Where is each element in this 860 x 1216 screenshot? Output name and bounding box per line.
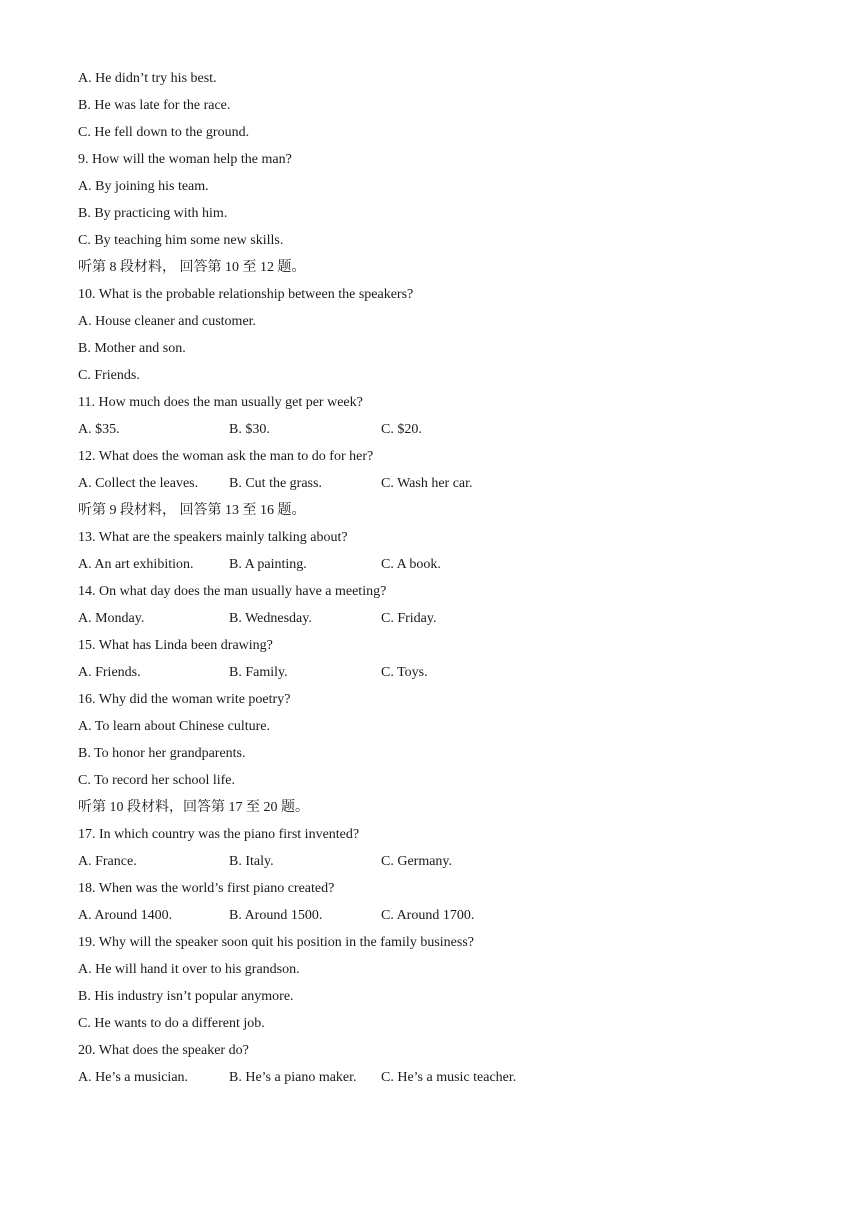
- section-10-instruction: 听第 10 段材料，回答第 17 至 20 题。: [78, 800, 309, 815]
- q19-option-c: C. He wants to do a different job.: [78, 1016, 265, 1031]
- q12-option-c: C. Wash her car.: [381, 476, 473, 491]
- q13-option-c: C. A book.: [381, 557, 441, 572]
- q17-question: 17. In which country was the piano first invented?: [78, 827, 360, 842]
- q9-option-c: C. By teaching him some new skills.: [78, 233, 284, 248]
- q18-question: 18. When was the world’s first piano created?: [78, 881, 335, 896]
- q18-option-a: A. Around 1400.: [78, 908, 173, 923]
- section-9-instruction: 听第 9 段材料， 回答第 13 至 16 题。: [78, 503, 306, 518]
- q8-option-a: A. He didn’t try his best.: [78, 71, 217, 86]
- q15-option-a: A. Friends.: [78, 665, 141, 680]
- q14-option-b: B. Wednesday.: [229, 611, 312, 626]
- q20-option-b: B. He’s a piano maker.: [229, 1070, 357, 1085]
- q10-option-b: B. Mother and son.: [78, 341, 186, 356]
- q12-option-a: A. Collect the leaves.: [78, 476, 199, 491]
- q18-option-b: B. Around 1500.: [229, 908, 323, 923]
- q16-option-c: C. To record her school life.: [78, 773, 235, 788]
- q15-option-b: B. Family.: [229, 665, 288, 680]
- q17-option-c: C. Germany.: [381, 854, 453, 869]
- q8-option-b: B. He was late for the race.: [78, 98, 231, 113]
- q19-question: 19. Why will the speaker soon quit his position in the family business?: [78, 935, 474, 950]
- q20-option-a: A. He’s a musician.: [78, 1070, 189, 1085]
- q16-question: 16. Why did the woman write poetry?: [78, 692, 291, 707]
- q10-option-c: C. Friends.: [78, 368, 140, 383]
- q11-option-a: A. $35.: [78, 422, 120, 437]
- q12-option-b: B. Cut the grass.: [229, 476, 322, 491]
- q17-option-a: A. France.: [78, 854, 137, 869]
- q18-option-c: C. Around 1700.: [381, 908, 475, 923]
- q8-option-c: C. He fell down to the ground.: [78, 125, 250, 140]
- q20-option-c: C. He’s a music teacher.: [381, 1070, 517, 1085]
- q10-option-a: A. House cleaner and customer.: [78, 314, 257, 329]
- q13-question: 13. What are the speakers mainly talking about?: [78, 530, 348, 545]
- q13-option-a: A. An art exhibition.: [78, 557, 194, 572]
- q10-question: 10. What is the probable relationship between the speakers?: [78, 287, 414, 302]
- q19-option-a: A. He will hand it over to his grandson.: [78, 962, 300, 977]
- q17-option-b: B. Italy.: [229, 854, 274, 869]
- q15-option-c: C. Toys.: [381, 665, 428, 680]
- q14-question: 14. On what day does the man usually have a meeting?: [78, 584, 387, 599]
- q9-question: 9. How will the woman help the man?: [78, 152, 292, 167]
- q9-option-a: A. By joining his team.: [78, 179, 209, 194]
- q14-option-a: A. Monday.: [78, 611, 145, 626]
- q11-option-c: C. $20.: [381, 422, 422, 437]
- q9-option-b: B. By practicing with him.: [78, 206, 228, 221]
- q15-question: 15. What has Linda been drawing?: [78, 638, 273, 653]
- q12-question: 12. What does the woman ask the man to do for her?: [78, 449, 374, 464]
- q11-option-b: B. $30.: [229, 422, 270, 437]
- q19-option-b: B. His industry isn’t popular anymore.: [78, 989, 294, 1004]
- q16-option-b: B. To honor her grandparents.: [78, 746, 246, 761]
- q20-question: 20. What does the speaker do?: [78, 1043, 249, 1058]
- q14-option-c: C. Friday.: [381, 611, 437, 626]
- q11-question: 11. How much does the man usually get per week?: [78, 395, 363, 410]
- q16-option-a: A. To learn about Chinese culture.: [78, 719, 270, 734]
- section-8-instruction: 听第 8 段材料， 回答第 10 至 12 题。: [78, 260, 306, 275]
- q13-option-b: B. A painting.: [229, 557, 307, 572]
